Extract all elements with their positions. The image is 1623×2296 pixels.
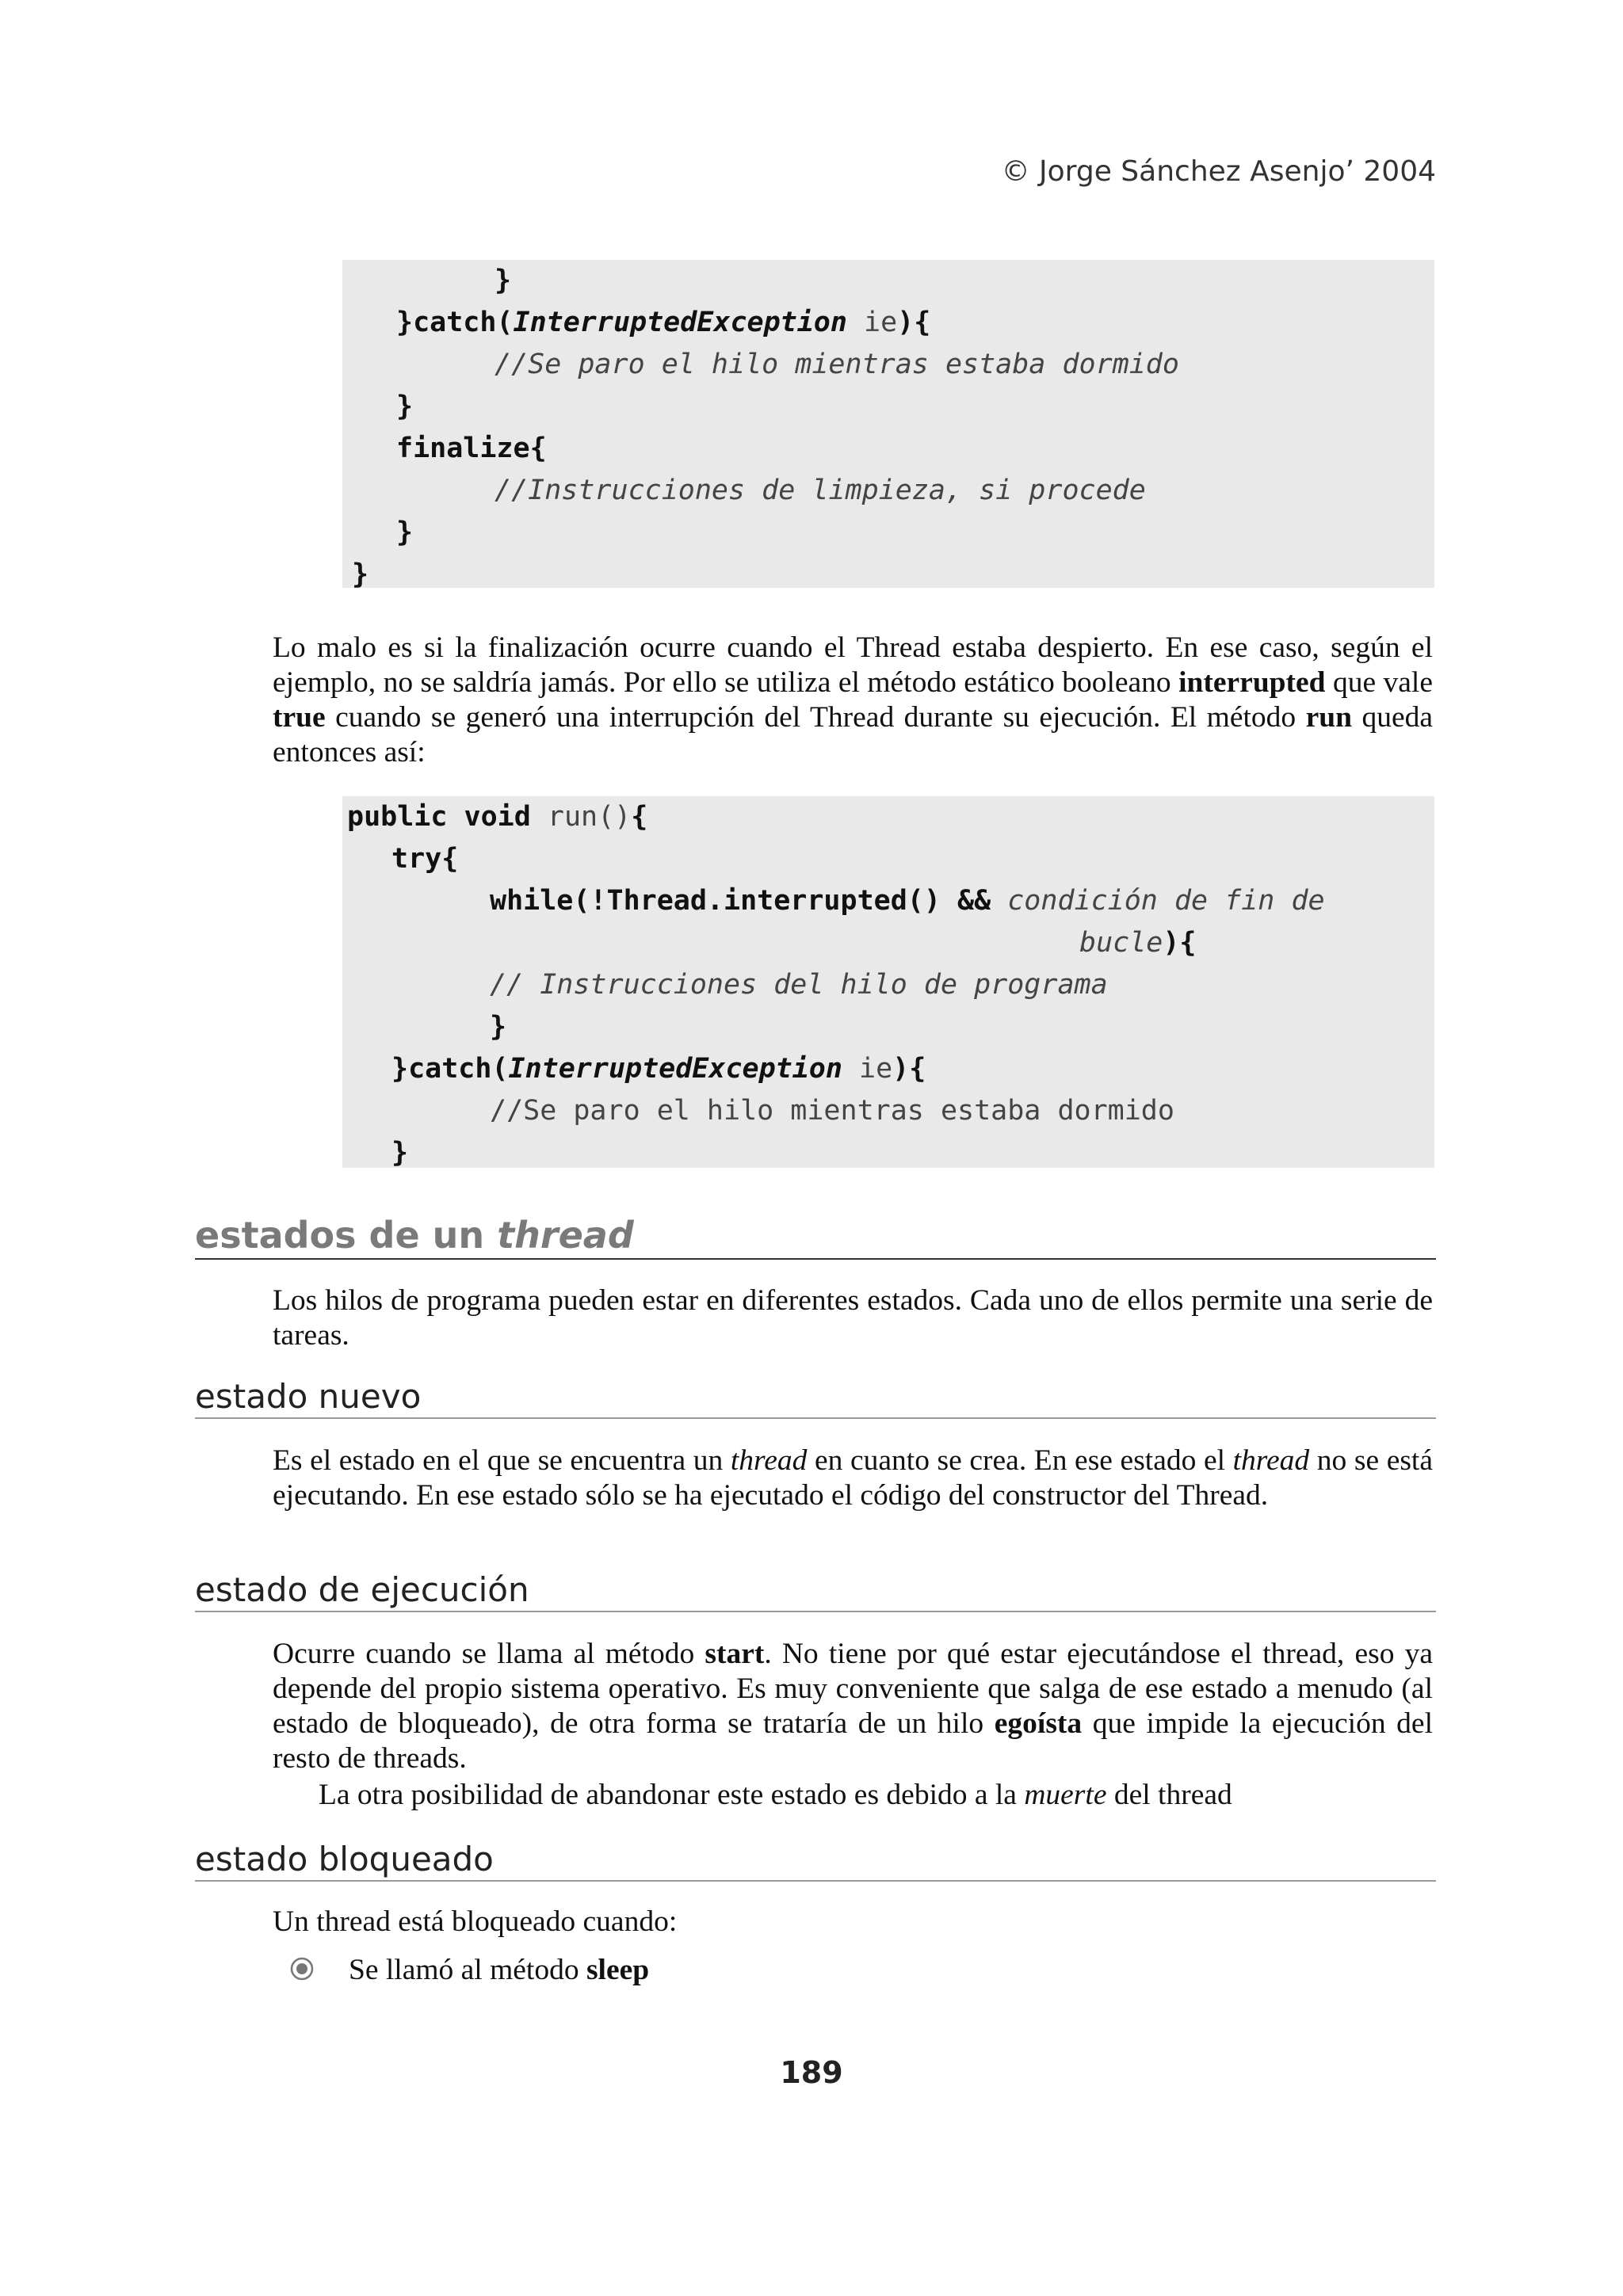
code-line: } [396, 391, 414, 422]
subheading-estado-bloqueado: estado bloqueado [195, 1840, 1436, 1882]
paragraph-interrupted: Lo malo es si la finalización ocurre cuando el Thread estaba despierto. En ese caso, según el ejemplo, no se saldría jamás. Por ello se utiliza el método estático booleano interrupted que vale true cuando se generó una interrupción del Thread durante su ejecución. El método run queda entonces así: [273, 631, 1434, 769]
list-item-sleep: Se llamó al método sleep [349, 1954, 650, 1986]
paragraph-estado-ejecucion-2: La otra posibilidad de abandonar este estado es debido a la muerte del thread [319, 1779, 1232, 1811]
page-header-copyright: © Jorge Sánchez Asenjo’ 2004 [1001, 155, 1436, 188]
code-line: } [495, 265, 512, 296]
code-block-2 [342, 796, 1434, 1168]
page-number: 189 [780, 2055, 843, 2090]
paragraph-estado-bloqueado: Un thread está bloqueado cuando: [273, 1905, 678, 1938]
radio-bullet-icon [290, 1957, 314, 1981]
code-line: } [490, 1011, 507, 1043]
code-line: } [391, 1137, 409, 1169]
code-line: } [396, 517, 414, 548]
code-line: public void run(){ [347, 801, 648, 833]
paragraph-estado-ejecucion: Ocurre cuando se llama al método start. No tiene por qué estar ejecutándose el thread, eso ya depende del propio sistema operativo. Es muy conveniente que salga de ese estado a menudo (al estado de bloqueado), de otra forma se trataría de un hilo egoísta que impide la ejecución del resto de threads. [273, 1638, 1433, 1775]
paragraph-states-intro: Los hilos de programa pueden estar en diferentes estados. Cada uno de ellos permite una serie de tareas. [273, 1284, 1433, 1352]
subheading-estado-ejecucion: estado de ejecución [195, 1570, 1436, 1612]
code-comment: //Se paro el hilo mientras estaba dormido [490, 1095, 1174, 1127]
code-line: finalize{ [396, 433, 547, 464]
code-block-1 [342, 260, 1434, 588]
subheading-estado-nuevo: estado nuevo [195, 1377, 1436, 1419]
code-line: bucle){ [1079, 927, 1197, 959]
code-line: try{ [391, 843, 459, 875]
code-line: }catch(InterruptedException ie){ [391, 1053, 926, 1085]
paragraph-estado-nuevo: Es el estado en el que se encuentra un thread en cuanto se crea. En ese estado el thread no se está ejecutando. En ese estado sólo se ha ejecutado el código del constructor del Thread. [273, 1444, 1433, 1512]
code-comment: // Instrucciones del hilo de programa [490, 969, 1108, 1001]
section-heading-estados: estados de un thread [195, 1214, 1436, 1260]
code-line: while(!Thread.interrupted() && condición de fin de [490, 885, 1325, 917]
code-line: }catch(InterruptedException ie){ [396, 307, 931, 338]
code-line: } [352, 559, 369, 590]
code-comment: //Instrucciones de limpieza, si procede [495, 475, 1146, 506]
code-comment: //Se paro el hilo mientras estaba dormido [495, 349, 1179, 380]
